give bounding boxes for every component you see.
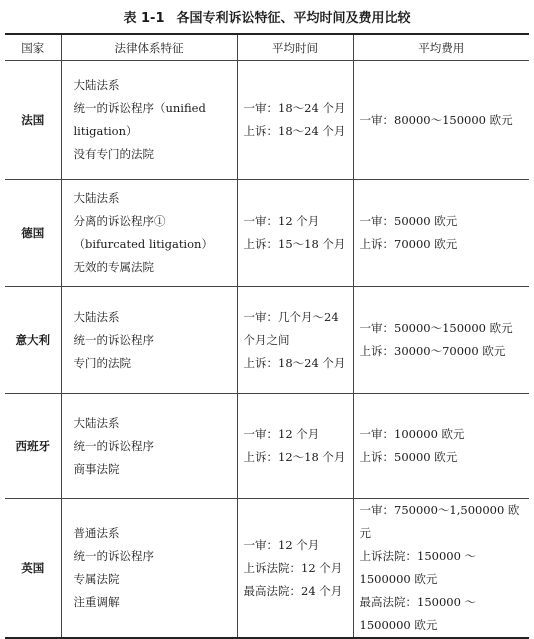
- table-title: 各国专利诉讼特征、平均时间及费用比较: [176, 11, 411, 26]
- legal-line: 大陆法系: [73, 309, 120, 324]
- header-country: 国家: [5, 34, 61, 61]
- time-line: 最高法院：24 个月: [243, 583, 343, 598]
- country-cell: 英国: [5, 499, 61, 639]
- time-line: 上诉：15～18 个月: [243, 237, 346, 251]
- legal-line: 大陆法系: [73, 191, 120, 205]
- legal-line: 统一的诉讼程序: [73, 549, 154, 563]
- legal-line: 统一的诉讼程序: [73, 438, 154, 453]
- time-cell: [237, 287, 353, 394]
- country-cell: 德国: [5, 180, 61, 287]
- legal-line: 大陆法系: [73, 78, 120, 92]
- time-cell: [237, 180, 353, 287]
- cost-line: 一审：80000～150000 欧元: [359, 112, 513, 127]
- cost-cell: [353, 61, 529, 180]
- legal-line: 普通法系: [73, 526, 120, 540]
- time-cell: [237, 499, 353, 639]
- time-line: 一审：12 个月: [243, 214, 320, 228]
- legal-line: 专门的法院: [73, 355, 131, 370]
- comparison-table: [5, 33, 529, 639]
- cost-line: 一审：750000～1,500000 欧元: [359, 503, 520, 540]
- country-cell: 意大利: [5, 287, 61, 394]
- cost-line: 一审：100000 欧元: [359, 427, 465, 441]
- cost-cell: [353, 180, 529, 287]
- legal-cell: [61, 180, 237, 287]
- time-line: 上诉：18～24 个月: [243, 124, 346, 138]
- cost-line: 一审：50000 欧元: [359, 214, 458, 228]
- time-line: 上诉：18～24 个月: [243, 355, 346, 370]
- cost-line: 上诉：30000～70000 欧元: [359, 344, 506, 358]
- time-line: 一审：12 个月: [243, 537, 320, 552]
- legal-line: 分离的诉讼程序①（bifurcated litigation）: [73, 214, 213, 251]
- legal-cell: [61, 61, 237, 180]
- header-average-cost: 平均费用: [353, 34, 529, 61]
- cost-cell: [353, 287, 529, 394]
- table-row: [5, 180, 529, 287]
- cost-cell: [353, 394, 529, 499]
- header-row: [5, 34, 529, 61]
- legal-line: 统一的诉讼程序: [73, 332, 154, 347]
- time-line: 一审：12 个月: [243, 427, 320, 441]
- cost-line: 最高法院：150000 ～ 1500000 欧元: [359, 595, 477, 632]
- cost-line: 上诉法院：150000 ～ 1500000 欧元: [359, 549, 477, 586]
- legal-line: 专属法院: [73, 572, 120, 586]
- legal-cell: [61, 394, 237, 499]
- table-row: [5, 287, 529, 394]
- time-cell: [237, 61, 353, 180]
- legal-line: 无效的专属法院: [73, 260, 154, 274]
- time-line: 上诉法院：12 个月: [243, 560, 343, 575]
- time-line: 一审：18～24 个月: [243, 101, 346, 115]
- table-row: [5, 499, 529, 639]
- cost-cell: [353, 499, 529, 639]
- legal-line: 注重调解: [73, 595, 120, 609]
- table-row: [5, 61, 529, 180]
- table-row: [5, 394, 529, 499]
- legal-line: 统一的诉讼程序（unified litigation）: [73, 101, 206, 138]
- legal-line: 商事法院: [73, 461, 120, 476]
- cost-line: 上诉：70000 欧元: [359, 237, 458, 251]
- cost-line: 上诉：50000 欧元: [359, 450, 458, 464]
- time-line: 上诉：12～18 个月: [243, 450, 346, 464]
- legal-cell: [61, 287, 237, 394]
- header-legal-system: 法律体系特征: [61, 34, 237, 61]
- country-cell: 西班牙: [5, 394, 61, 499]
- time-line: 一审：几个月～24 个月之间: [243, 309, 339, 347]
- header-average-time: 平均时间: [237, 34, 353, 61]
- legal-cell: [61, 499, 237, 639]
- cost-line: 一审：50000～150000 欧元: [359, 321, 513, 335]
- country-cell: 法国: [5, 61, 61, 180]
- legal-line: 大陆法系: [73, 415, 120, 430]
- table-number: 表 1-1: [123, 11, 165, 26]
- legal-line: 没有专门的法院: [73, 147, 154, 161]
- time-cell: [237, 394, 353, 499]
- table-caption: [0, 7, 534, 26]
